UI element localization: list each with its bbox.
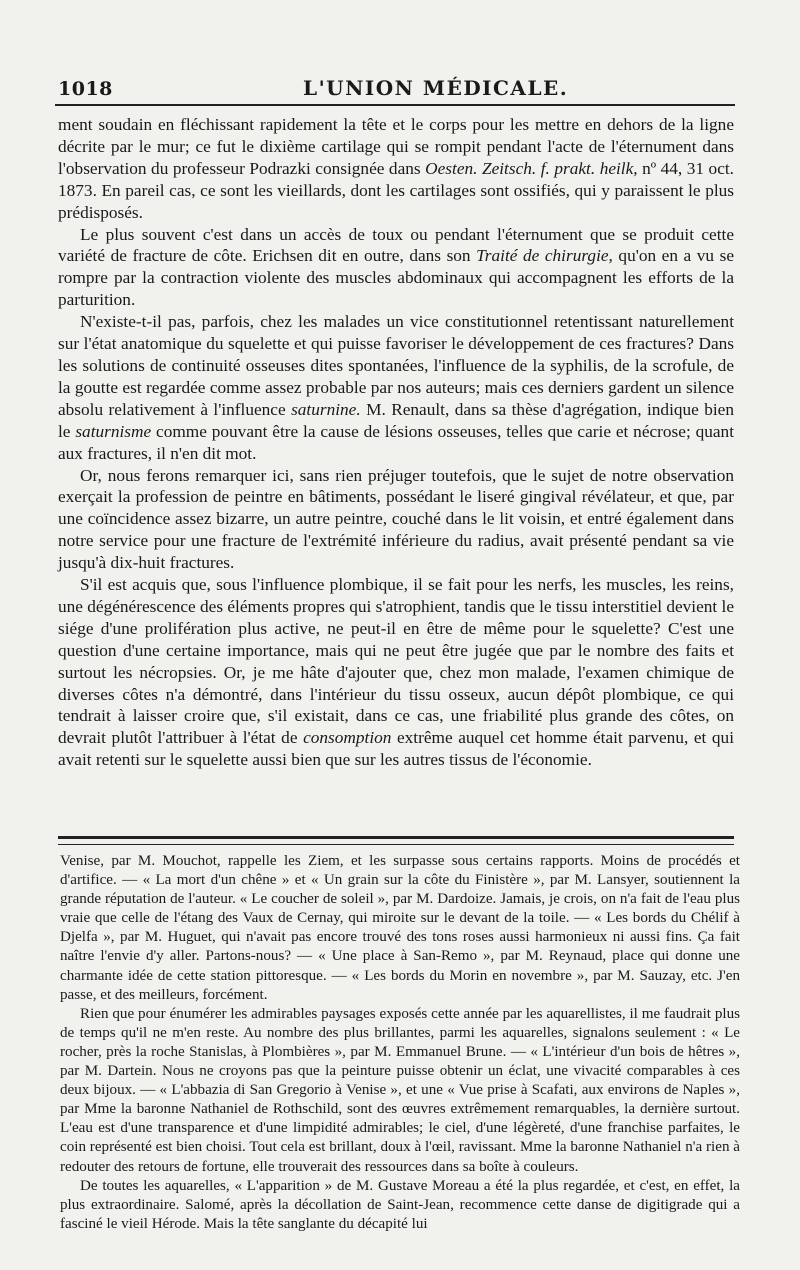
article-paragraph: Or, nous ferons remarquer ici, sans rien préjuger toutefois, que le sujet de notre observation exerçait la profession de peintre en bâtiments, possédant le liseré gingival révélateur, et que, par une coïncidence assez bizarre, un autre peintre, couché dans le lit voisin, et entré également dans notre service pour une fracture de l'extrémité inférieure du radius, avait présenté pendant sa vie jusqu'à dix-huit fractures. (58, 465, 734, 573)
feuilleton-paragraph: Rien que pour énumérer les admirables paysages exposés cette année par les aquarellistes, il me faudrait plus de temps qu'il ne m'en reste. Au nombre des plus brillantes, parmi les aquarelles, signalons seulement : « Le rocher, près la roche Stanislas, à Plombières », par M. Emmanuel Brune. — « L'intérieur d'un bois de hêtres », par M. Dartein. Nous ne croyons pas que la peinture puisse obtenir un éclat, une vivacité comparables à ces deux bijoux. — « L'abbazia di San Gregorio à Venise », et une « Vue prise à Scafati, aux environs de Naples », par Mme la baronne Nathaniel de Rothschild, sont des œuvres extrêmement remarquables, la dernière surtout. L'eau est d'une transparence et d'une limpidité admirables; le ciel, d'une légèreté, d'une franchise parfaites, le coin représenté est bien choisi. Tout cela est brillant, doux à l'œil, ravissant. Mme la baronne Nathaniel n'a rien à redouter des retours de fortune, elle trouverait des ressources dans sa boîte à couleurs. (60, 1005, 740, 1175)
feuilleton-divider (58, 836, 734, 845)
article-paragraph: N'existe-t-il pas, parfois, chez les malades un vice constitutionnel retentissant naturellement sur l'état anatomique du squelette et qui puisse favoriser le développement de ces fractures? Dans les solutions de continuité osseuses dites spontanées, l'influence de la syphilis, de la scrofule, de la goutte est regardée comme assez probable par nos auteurs; mais ces derniers gardent un silence absolu relativement à l'influence saturnine. M. Renault, dans sa thèse d'agrégation, indique bien le saturnisme comme pouvant être la cause de lésions osseuses, telles que carie et nécrose; quant aux fractures, il n'en dit mot. (58, 312, 734, 463)
article-paragraph: S'il est acquis que, sous l'influence plombique, il se fait pour les nerfs, les muscles, les reins, une dégénérescence des éléments propres qui s'atrophient, tandis que le tissu interstitiel devient le siége d'une prolifération plus active, ne peut-il en être de même pour le squelette? C'est une question d'une certaine importance, mais qui ne peut être jugée que par le nombre des faits et surtout les nécropsies. Or, je me hâte d'ajouter que, chez mon malade, l'examen chimique de diverses côtes n'a démontré, dans l'intérieur du tissu osseux, aucun dépôt plombique, ce qui tendrait à laisser croire que, s'il existait, dans ce cas, une friabilité plus grande des côtes, on devrait plutôt l'attribuer à l'état de consomption extrême auquel cet homme était parvenu, et qui avait retenti sur le squelette aussi bien que sur les autres tissus de l'économie. (58, 575, 734, 770)
feuilleton-paragraph: De toutes les aquarelles, « L'apparition » de M. Gustave Moreau a été la plus regardée, et c'est, en effet, la plus extraordinaire. Salomé, après la décollation de Saint-Jean, recommence cette danse de digitigrade qui a fasciné le vieil Hérode. Mais la tête sanglante du décapité lui (60, 1177, 740, 1232)
article-body (58, 114, 734, 771)
page-header (58, 74, 718, 104)
article-paragraph: Le plus souvent c'est dans un accès de toux ou pendant l'éternument que se produit cette variété de fracture de côte. Erichsen dit en outre, dans son Traité de chirurgie, qu'on en a vu se rompre par la contraction violente des muscles abdominaux qui accompagnent les efforts de la parturition. (58, 224, 735, 310)
journal-title: L'UNION MÉDICALE. (303, 76, 569, 100)
feuilleton-paragraph: Venise, par M. Mouchot, rappelle les Ziem, et les surpasse sous certains rapports. Moins de procédés et d'artifice. — « La mort d'un chêne » et « Un grain sur la côte du Finistère », par M. Lansyer, soutiennent la grande réputation de l'auteur. « Le coucher de soleil », par M. Dardoize. Jamais, je crois, on n'a fait de l'eau plus vraie que celle de l'étang des Vaux de Cernay, qui miroite sur le devant de la toile. — « Les bords du Chélif à Djelfa », par M. Huguet, qui n'avait pas encore trouvé des tons roses aussi harmonieux ni aussi fins. Ça fait naître l'envie d'y aller. Partons-nous? — « Une place à San-Remo », par M. Reynaud, place qui donne une charmante idée de cette station pittoresque. — « Les bords du Morin en novembre », par M. Sauzay, etc. J'en passe, et des meilleurs, forcément. (60, 853, 740, 1003)
header-rule (55, 104, 735, 106)
feuilleton-section (60, 852, 740, 1234)
page-number: 1018 (58, 78, 113, 100)
article-paragraph: ment soudain en fléchissant rapidement la tête et le corps pour les mettre en dehors de la ligne décrite par le mur; ce fut le dixième cartilage qui se rompit pendant l'acte de l'éternument dans l'observation du professeur Podrazki consignée dans Oesten. Zeitsch. f. prakt. heilk, nº 44, 31 oct. 1873. En pareil cas, ce sont les vieillards, dont les cartilages sont ossifiés, qui y paraissent le plus prédisposés. (58, 115, 734, 222)
